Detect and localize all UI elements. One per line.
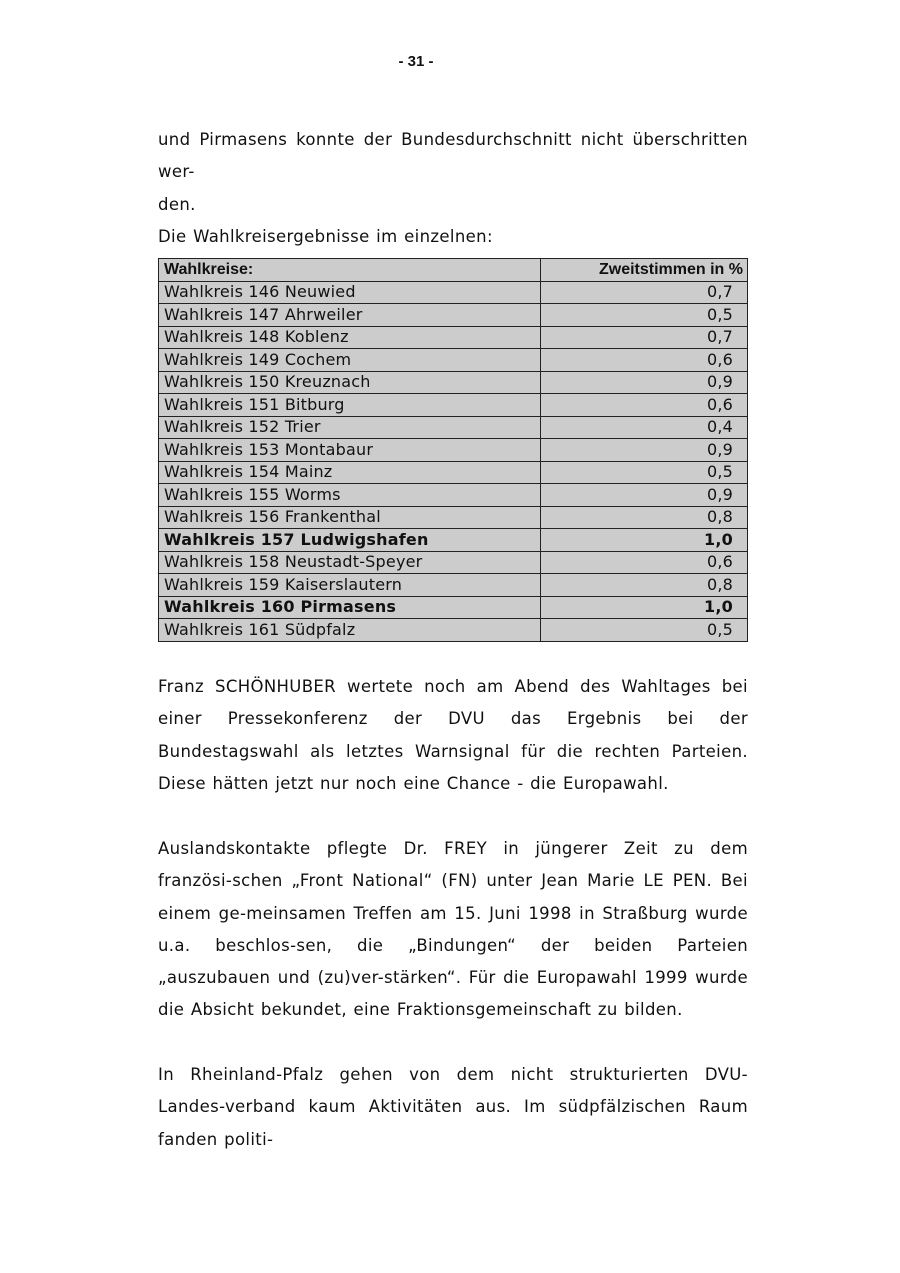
table-body	[159, 281, 748, 641]
intro-line-2: den.	[158, 194, 196, 214]
district-cell: Wahlkreis 147 Ahrweiler	[159, 304, 541, 327]
table-row	[159, 326, 748, 349]
table-row	[159, 596, 748, 619]
value-cell: 0,7	[541, 281, 748, 304]
value-cell: 0,6	[541, 394, 748, 417]
table-row	[159, 574, 748, 597]
paragraph-text: Franz SCHÖNHUBER wertete noch am Abend des Wahltages bei einer Pressekonferenz der DVU das Ergebnis bei der Bundestagswahl als letztes Warnsignal für die rechten Parteien. Diese hätten jetzt nur noch eine Chance - die Europawahl.	[158, 677, 748, 793]
value-cell: 0,9	[541, 371, 748, 394]
results-table	[158, 258, 748, 642]
paragraph-3	[158, 1059, 748, 1156]
value-cell: 1,0	[541, 529, 748, 552]
value-cell: 0,9	[541, 439, 748, 462]
district-cell: Wahlkreis 157 Ludwigshafen	[159, 529, 541, 552]
paragraph-2	[158, 833, 748, 1027]
intro-line-1: und Pirmasens konnte der Bundesdurchschnitt nicht überschritten wer-	[158, 130, 748, 182]
paragraph-text: Auslandskontakte pflegte Dr. FREY in jüngerer Zeit zu dem französi-schen „Front National“ (FN) unter Jean Marie LE PEN. Bei einem ge-meinsamen Treffen am 15. Juni 1998 in Straßburg wurde u.a. beschlos-sen, die „Bindungen“ der beiden Parteien „auszubauen und (zu)ver-stärken“. Für die Europawahl 1999 wurde die Absicht bekundet, eine Fraktionsgemeinschaft zu bilden.	[158, 839, 748, 1020]
district-cell: Wahlkreis 152 Trier	[159, 416, 541, 439]
table-row	[159, 439, 748, 462]
value-cell: 0,8	[541, 506, 748, 529]
paragraph-text: In Rheinland-Pfalz gehen von dem nicht strukturierten DVU-Landes-verband kaum Aktivitäten aus. Im südpfälzischen Raum fanden politi-	[158, 1065, 748, 1149]
table-row	[159, 484, 748, 507]
table-row	[159, 551, 748, 574]
table-row	[159, 461, 748, 484]
district-cell: Wahlkreis 154 Mainz	[159, 461, 541, 484]
district-cell: Wahlkreis 148 Koblenz	[159, 326, 541, 349]
table-row	[159, 304, 748, 327]
table-row	[159, 529, 748, 552]
intro-text	[158, 124, 748, 253]
value-cell: 0,9	[541, 484, 748, 507]
district-cell: Wahlkreis 149 Cochem	[159, 349, 541, 372]
page-number: - 31 -	[398, 53, 434, 70]
value-cell: 1,0	[541, 596, 748, 619]
district-cell: Wahlkreis 160 Pirmasens	[159, 596, 541, 619]
paragraph-1	[158, 671, 748, 800]
district-cell: Wahlkreis 146 Neuwied	[159, 281, 541, 304]
district-cell: Wahlkreis 158 Neustadt-Speyer	[159, 551, 541, 574]
district-cell: Wahlkreis 150 Kreuznach	[159, 371, 541, 394]
value-cell: 0,8	[541, 574, 748, 597]
table-row	[159, 349, 748, 372]
header-value: Zweitstimmen in %	[541, 259, 748, 282]
district-cell: Wahlkreis 151 Bitburg	[159, 394, 541, 417]
table-row	[159, 506, 748, 529]
value-cell: 0,4	[541, 416, 748, 439]
district-cell: Wahlkreis 153 Montabaur	[159, 439, 541, 462]
value-cell: 0,6	[541, 349, 748, 372]
table-header-row	[159, 259, 748, 282]
district-cell: Wahlkreis 156 Frankenthal	[159, 506, 541, 529]
table-row	[159, 619, 748, 642]
value-cell: 0,7	[541, 326, 748, 349]
intro-line-3: Die Wahlkreisergebnisse im einzelnen:	[158, 226, 493, 246]
table-row	[159, 281, 748, 304]
header-district: Wahlkreise:	[159, 259, 541, 282]
table-row	[159, 394, 748, 417]
table-row	[159, 416, 748, 439]
district-cell: Wahlkreis 161 Südpfalz	[159, 619, 541, 642]
value-cell: 0,5	[541, 461, 748, 484]
district-cell: Wahlkreis 159 Kaiserslautern	[159, 574, 541, 597]
table-row	[159, 371, 748, 394]
value-cell: 0,5	[541, 619, 748, 642]
value-cell: 0,5	[541, 304, 748, 327]
value-cell: 0,6	[541, 551, 748, 574]
district-cell: Wahlkreis 155 Worms	[159, 484, 541, 507]
